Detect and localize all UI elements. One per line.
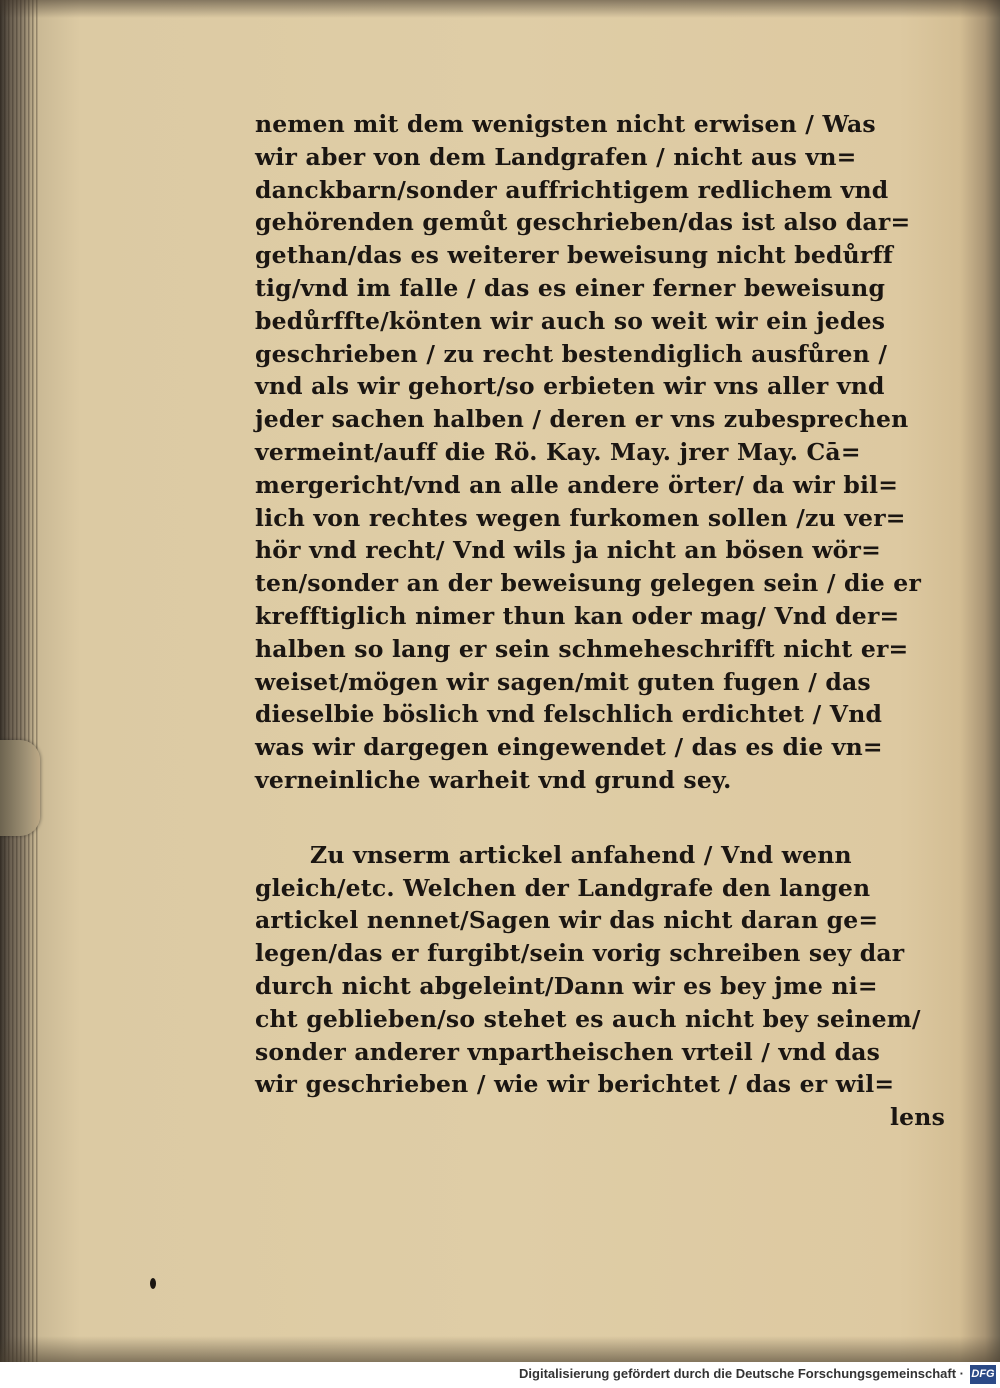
ink-spot bbox=[150, 1278, 156, 1289]
text-line: jeder sachen halben / deren er vns zubesprechen bbox=[255, 405, 909, 434]
text-line: gleich/etc. Welchen der Landgrafe den langen bbox=[255, 873, 871, 902]
text-line: lich von rechtes wegen furkomen sollen /zu ver= bbox=[255, 503, 906, 532]
text-line: sonder anderer vnpartheischen vrteil / vnd das bbox=[255, 1037, 881, 1066]
text-line: wir aber von dem Landgrafen / nicht aus vn= bbox=[255, 142, 857, 171]
text-line: tig/vnd im falle / das es einer ferner beweisung bbox=[255, 273, 886, 302]
text-line: durch nicht abgeleint/Dann wir es bey jme ni= bbox=[255, 971, 878, 1000]
text-line: wir geschrieben / wie wir berichtet / das er wil= bbox=[255, 1070, 895, 1099]
text-line-indented bbox=[255, 839, 945, 872]
text-line: krefftiglich nimer thun kan oder mag/ Vnd der= bbox=[255, 601, 900, 630]
text-line: bedůrffte/könten wir auch so weit wir ein jedes bbox=[255, 306, 886, 335]
dfg-logo: DFG bbox=[970, 1365, 996, 1384]
page-text bbox=[255, 108, 945, 1134]
text-line: artickel nennet/Sagen wir das nicht daran ge= bbox=[255, 906, 879, 935]
text-line: geschrieben / zu recht bestendiglich ausfůren / bbox=[255, 339, 888, 368]
footer-bar bbox=[0, 1362, 1000, 1388]
paragraph-gap bbox=[255, 797, 945, 839]
text-line: mergericht/vnd an alle andere örter/ da wir bil= bbox=[255, 470, 899, 499]
top-shadow bbox=[0, 0, 1000, 18]
text-line: legen/das er furgibt/sein vorig schreiben sey dar bbox=[255, 939, 905, 968]
text-line: dieselbie böslich vnd felschlich erdichtet / Vnd bbox=[255, 700, 883, 729]
text-line: was wir dargegen eingewendet / das es die vn= bbox=[255, 733, 883, 762]
text-line: gehörenden gemůt geschrieben/das ist also dar= bbox=[255, 208, 911, 237]
text-line: gethan/das es weiterer beweisung nicht bedůrff bbox=[255, 241, 894, 270]
text-line: danckbarn/sonder auffrichtigem redlichem vnd bbox=[255, 175, 889, 204]
text-line: cht geblieben/so stehet es auch nicht bey seinem/ bbox=[255, 1004, 921, 1033]
text-line: vermeint/auff die Rö. Kay. May. jrer May. Cā= bbox=[255, 437, 861, 466]
text-line-content: Zu vnserm artickel anfahend / Vnd wenn bbox=[310, 840, 852, 869]
text-line: ten/sonder an der beweisung gelegen sein / die er bbox=[255, 569, 922, 598]
book-clasp-tab bbox=[0, 740, 40, 836]
text-line: verneinliche warheit vnd grund sey. bbox=[255, 765, 732, 794]
paragraph-1 bbox=[255, 108, 945, 797]
catchword: lens bbox=[890, 1103, 945, 1132]
text-line: halben so lang er sein schmeheschrifft nicht er= bbox=[255, 634, 909, 663]
text-line: weiset/mögen wir sagen/mit guten fugen / das bbox=[255, 667, 871, 696]
text-line: nemen mit dem wenigsten nicht erwisen / Was bbox=[255, 110, 876, 138]
text-line: hör vnd recht/ Vnd wils ja nicht an bösen wör= bbox=[255, 536, 882, 565]
text-line: vnd als wir gehort/so erbieten wir vns aller vnd bbox=[255, 372, 885, 401]
page-stack-edge bbox=[0, 0, 40, 1362]
funding-credit: Digitalisierung gefördert durch die Deutsche Forschungsgemeinschaft · bbox=[519, 1366, 964, 1381]
bottom-shadow bbox=[0, 1336, 1000, 1362]
paragraph-2 bbox=[255, 839, 945, 1134]
